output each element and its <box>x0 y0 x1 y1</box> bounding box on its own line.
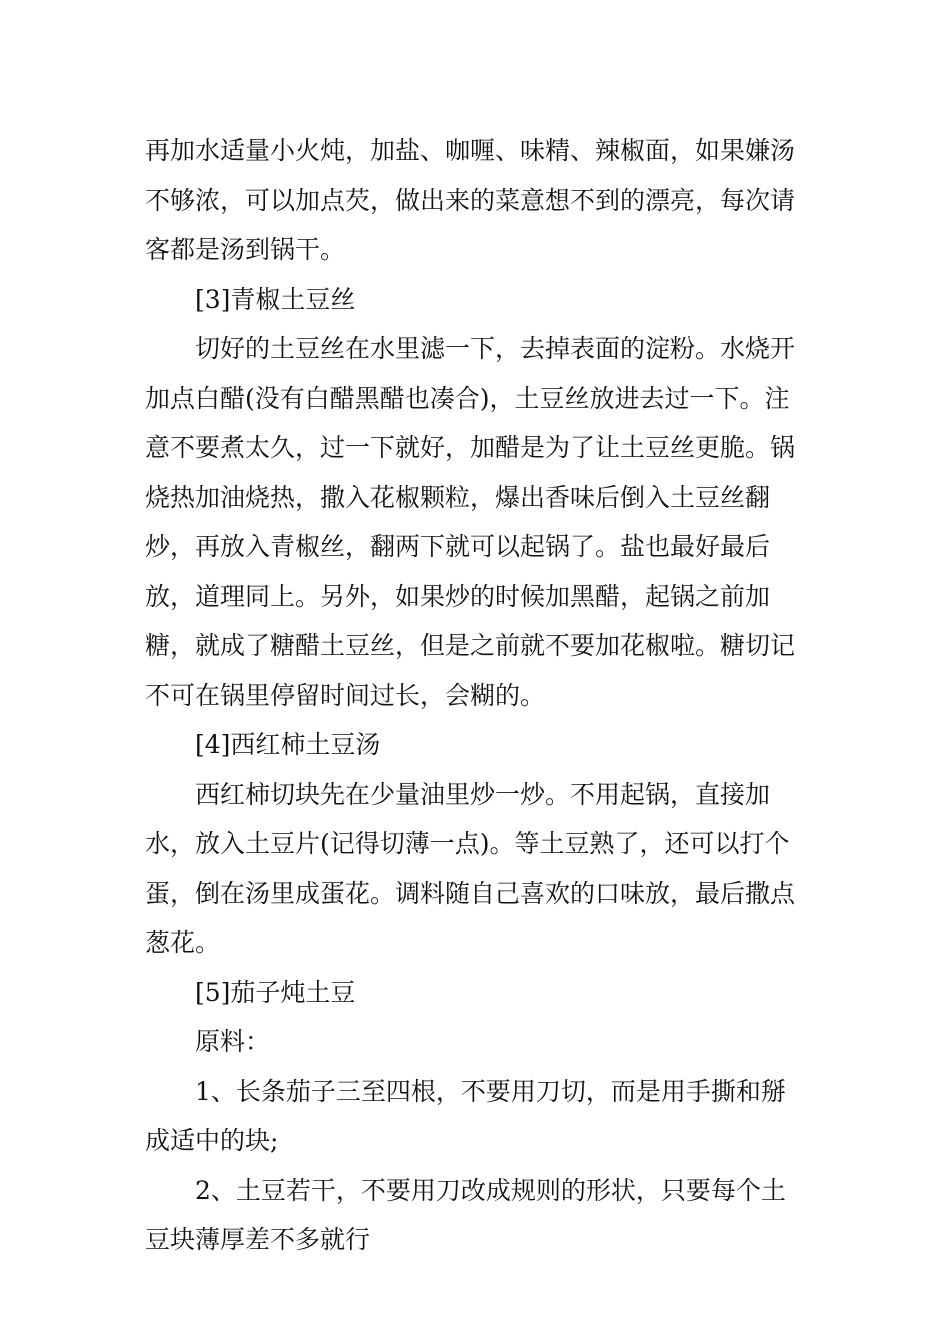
ingredient-item-2: 2、土豆若干，不要用刀改成规则的形状，只要每个土豆块薄厚差不多就行 <box>145 1175 786 1254</box>
paragraph-tomato-potato-soup: 西红柿切块先在少量油里炒一炒。不用起锅，直接加水，放入土豆片(记得切薄一点)。等土豆熟了，还可以打个蛋，倒在汤里成蛋花。调料随自己喜欢的口味放，最后撒点葱花。 <box>145 779 796 957</box>
paragraph-stew-continued: 再加水适量小火炖，加盐、咖喱、味精、辣椒面，如果嫌汤不够浓，可以加点芡，做出来的菜意想不到的漂亮，每次请客都是汤到锅干。 <box>145 136 796 264</box>
ingredients-label: 原料： <box>195 1027 271 1056</box>
ingredient-item-1: 1、长条茄子三至四根，不要用刀切，而是用手撕和掰成适中的块; <box>145 1076 786 1155</box>
heading-tomato-potato-soup: [4]西红柿土豆汤 <box>195 730 381 759</box>
document-body <box>145 126 810 1265</box>
paragraph-green-pepper-potato: 切好的土豆丝在水里滤一下，去掉表面的淀粉。水烧开加点白醋(没有白醋黑醋也凑合)，土豆丝放进去过一下。注意不要煮太久，过一下就好，加醋是为了让土豆丝更脆。锅烧热加油烧热，撒入花椒颗粒，爆出香味后倒入土豆丝翻炒，再放入青椒丝，翻两下就可以起锅了。盐也最好最后放，道理同上。另外，如果炒的时候加黑醋，起锅之前加糖，就成了糖醋土豆丝，但是之前就不要加花椒啦。糖切记不可在锅里停留时间过长，会糊的。 <box>145 334 796 710</box>
heading-eggplant-potato-stew: [5]茄子炖土豆 <box>195 977 356 1007</box>
heading-green-pepper-potato: [3]青椒土豆丝 <box>195 284 356 314</box>
